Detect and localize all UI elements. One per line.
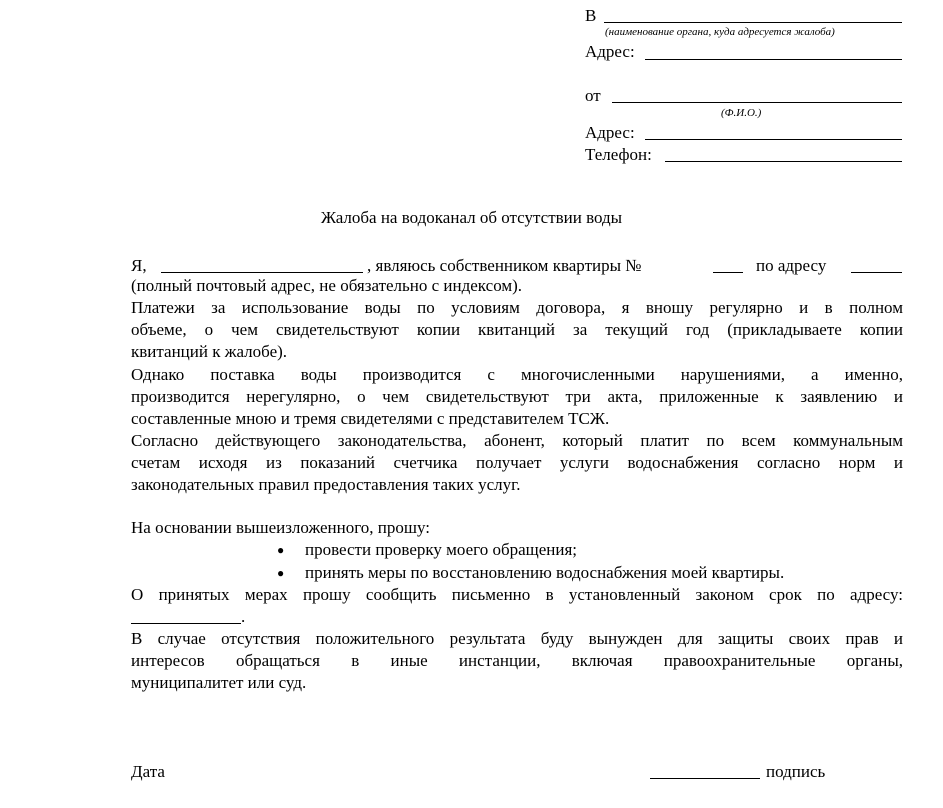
to-prefix: В <box>585 6 597 25</box>
phone-label: Телефон: <box>585 145 652 164</box>
address1-line <box>645 59 902 60</box>
address2-label: Адрес: <box>585 123 635 142</box>
bullet-dot-1: ● <box>277 543 285 557</box>
name-line <box>161 272 363 273</box>
escalation-line-1: В случае отсутствия положительного результата буду вынужден для защиты своих прав и <box>131 629 903 648</box>
to-line <box>604 22 902 23</box>
date-label: Дата <box>131 762 165 781</box>
payments-line-3: квитанций к жалобе). <box>131 342 288 361</box>
from-prefix: от <box>585 86 601 105</box>
payments-line-2: объеме, о чем свидетельствуют копии квитанций за текущий год (прикладываете копии <box>131 320 903 339</box>
signature-label: подпись <box>766 762 826 781</box>
from-caption: (Ф.И.О.) <box>721 107 762 119</box>
address2-line <box>645 139 902 140</box>
intro-ya: Я, <box>131 256 147 275</box>
intro-address-text: по адресу <box>756 256 827 275</box>
request-item-2: принять меры по восстановлению водоснабжения моей квартиры. <box>305 563 785 582</box>
bullet-dot-2: ● <box>277 566 285 580</box>
violations-line-1: Однако поставка воды производится с многочисленными нарушениями, а именно, <box>131 365 903 384</box>
request-intro: На основании вышеизложенного, прошу: <box>131 518 430 537</box>
notify-line-1: О принятых мерах прошу сообщить письменно в установленный законом срок по адресу: <box>131 585 903 604</box>
address-line <box>851 272 902 273</box>
signature-line <box>650 778 760 779</box>
payments-line-1: Платежи за использование воды по условиям договора, я вношу регулярно и в полном <box>131 298 903 317</box>
intro-owner-text: , являюсь собственником квартиры № <box>367 256 642 275</box>
from-line <box>612 102 902 103</box>
law-line-1: Согласно действующего законодательства, абонент, который платит по всем коммунальным <box>131 431 903 450</box>
notify-line-2-end: . <box>241 607 246 626</box>
intro-address-note: (полный почтовый адрес, не обязательно с индексом). <box>131 276 523 295</box>
law-line-2: счетам исходя из показаний счетчика получает услуги водоснабжения согласно норм и <box>131 453 903 472</box>
notify-address-line <box>131 623 241 624</box>
law-line-3: законодательных правил предоставления таких услуг. <box>131 475 521 494</box>
document-title: Жалоба на водоканал об отсутствии воды <box>320 208 623 227</box>
escalation-line-2: интересов обращаться в иные инстанции, включая правоохранительные органы, <box>131 651 903 670</box>
to-caption: (наименование органа, куда адресуется жалоба) <box>605 26 835 38</box>
escalation-line-3: муниципалитет или суд. <box>131 673 307 692</box>
violations-line-2: производится нерегулярно, о чем свидетельствуют три акта, приложенные к заявлению и <box>131 387 903 406</box>
phone-line <box>665 161 902 162</box>
request-item-1: провести проверку моего обращения; <box>305 540 578 559</box>
address1-label: Адрес: <box>585 42 635 61</box>
violations-line-3: составленные мною и тремя свидетелями с представителем ТСЖ. <box>131 409 610 428</box>
apartment-number-line <box>713 272 743 273</box>
